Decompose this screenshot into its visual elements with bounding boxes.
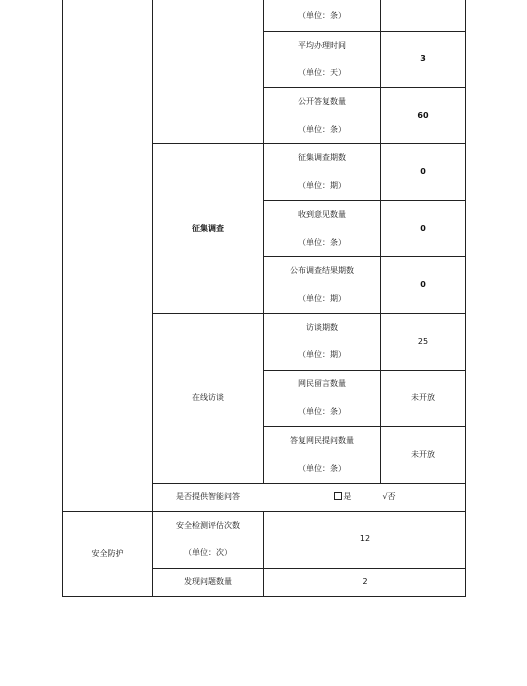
item-label: 公开答复数量 xyxy=(298,97,346,106)
value-cell: 0 xyxy=(420,167,426,176)
row-divider xyxy=(152,143,466,144)
item-label: 收到意见数量 xyxy=(298,210,346,219)
smart-qa-no: 否 xyxy=(387,492,396,501)
table-border-bottom xyxy=(62,596,466,597)
unit-label: （单位：条） xyxy=(298,407,346,416)
smart-qa-label: 是否提供智能问答 xyxy=(176,492,240,501)
item-label: 平均办理时间 xyxy=(298,41,346,50)
item-label: 公布调查结果期数 xyxy=(290,266,354,275)
row-divider xyxy=(152,313,466,314)
row-divider xyxy=(62,511,466,512)
value-cell: 2 xyxy=(362,577,368,586)
section-label-interview: 在线访谈 xyxy=(192,393,224,402)
unit-label: （单位：条） xyxy=(298,464,346,473)
value-cell: 25 xyxy=(417,337,429,346)
checkbox-icon xyxy=(334,492,342,500)
value-cell: 12 xyxy=(359,534,371,543)
unit-label: （单位：条） xyxy=(298,238,346,247)
table-column-divider xyxy=(380,0,381,483)
table-border-left xyxy=(62,0,63,596)
smart-qa-options xyxy=(264,492,466,502)
value-cell: 未开放 xyxy=(411,450,435,459)
item-label: 答复网民提问数量 xyxy=(290,436,354,445)
row-divider xyxy=(263,370,466,371)
section-label-survey: 征集调查 xyxy=(192,224,224,233)
row-divider xyxy=(263,200,466,201)
item-label: 网民留言数量 xyxy=(298,379,346,388)
row-divider xyxy=(263,87,466,88)
item-label: 访谈期数 xyxy=(306,323,338,332)
section-label-security: 安全防护 xyxy=(91,549,124,558)
unit-label: （单位：天） xyxy=(298,68,346,77)
value-cell: 60 xyxy=(417,111,429,120)
row-divider xyxy=(263,31,466,32)
table-border-right xyxy=(465,0,466,596)
unit-label: （单位：次） xyxy=(184,548,232,557)
item-label: 征集调查期数 xyxy=(298,153,346,162)
unit-label: （单位：期） xyxy=(298,181,346,190)
value-cell: 未开放 xyxy=(411,393,435,402)
row-divider xyxy=(263,426,466,427)
value-cell: 0 xyxy=(420,224,426,233)
value-cell: 3 xyxy=(420,54,426,63)
item-label: 安全检测评估次数 xyxy=(176,521,240,530)
row-divider xyxy=(152,483,466,484)
row-divider xyxy=(263,256,466,257)
smart-qa-yes: 是 xyxy=(343,492,352,501)
unit-label: （单位：条） xyxy=(298,125,346,134)
row-divider xyxy=(152,568,466,569)
value-cell: 0 xyxy=(420,280,426,289)
unit-label: （单位：期） xyxy=(298,350,346,359)
table-column-divider xyxy=(152,0,153,596)
check-mark: √ xyxy=(382,492,388,501)
item-label: 发现问题数量 xyxy=(184,577,232,586)
unit-label: （单位：条） xyxy=(298,11,346,20)
unit-label: （单位：期） xyxy=(298,294,346,303)
